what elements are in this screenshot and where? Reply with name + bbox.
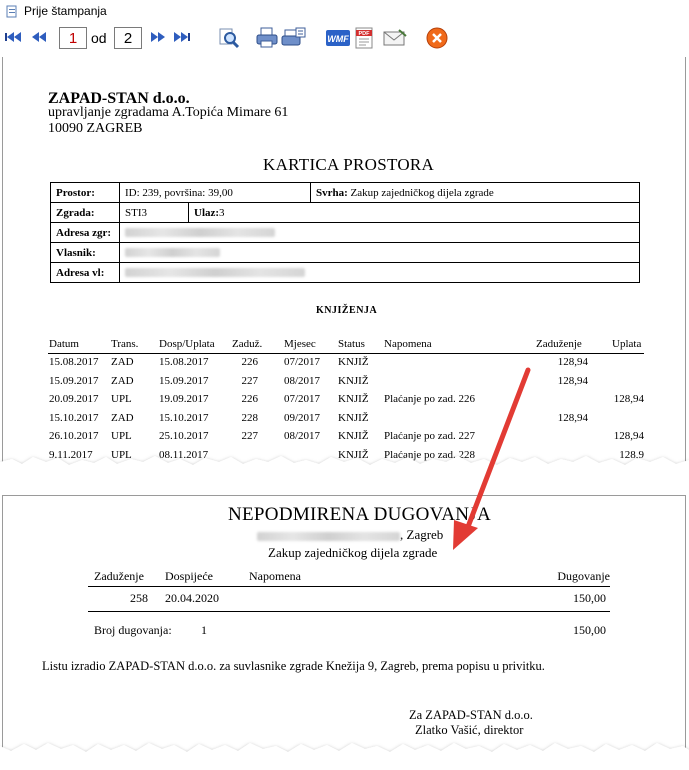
col-header: Dugovanje — [557, 569, 610, 583]
svrha-cell — [310, 183, 639, 203]
next-page-button[interactable] — [149, 26, 167, 48]
signature-line2: Zlatko Vašić, direktor — [415, 723, 524, 737]
col-header: Dosp/Uplata — [159, 338, 215, 350]
redacted-text — [257, 532, 400, 541]
ledger-row — [48, 354, 644, 373]
ledger-cell: KNJIŽ — [338, 448, 369, 461]
ledger-cell: 227 — [241, 430, 258, 442]
property-info-table — [50, 182, 640, 283]
window-title-bar — [0, 0, 689, 25]
ledger-cell: 128,94 — [613, 430, 644, 442]
total-pages-box: 2 — [114, 27, 142, 49]
wmf-icon — [325, 28, 351, 48]
ledger-cell: Plaćanje po zad. 227 — [384, 430, 476, 442]
ledger-cell: 226 — [241, 356, 258, 368]
ledger-cell: 15.10.2017 — [159, 411, 209, 424]
signature-line1: Za ZAPAD-STAN d.o.o. — [409, 708, 533, 722]
company-address-line1: upravljanje zgradama A.Topića Mimare 61 — [48, 105, 289, 120]
debt-amount-id: 258 — [130, 591, 148, 605]
ulaz-cell — [189, 203, 640, 223]
arrow-head — [453, 520, 478, 550]
ledger-cell: 15.09.2017 — [159, 374, 209, 387]
ledger-cell: 226 — [241, 393, 258, 405]
torn-edge — [0, 732, 689, 770]
svrha-value: Zakup zajedničkog dijela zgrade — [350, 186, 494, 199]
magnifier-icon — [218, 27, 240, 49]
ledger-cell: 128,94 — [557, 356, 588, 368]
svg-text:WMF: WMF — [327, 34, 349, 44]
ledger-row — [48, 391, 644, 410]
report-title: KARTICA PROSTORA — [263, 155, 435, 174]
col-header: Zaduž. — [232, 338, 263, 350]
page2-subtitle: Zakup zajedničkog dijela zgrade — [268, 545, 438, 560]
ledger-cell: KNJIŽ — [338, 393, 369, 405]
vlasnik-label: Vlasnik: — [51, 243, 120, 263]
debt-row — [88, 589, 610, 609]
prev-page-icon — [30, 30, 48, 44]
envelope-icon — [382, 28, 408, 48]
header-divider — [88, 586, 610, 587]
ledger-cell: 128,94 — [557, 411, 588, 424]
count-value: 1 — [201, 623, 207, 637]
ledger-cell: 128,94 — [557, 374, 588, 387]
export-pdf-button[interactable] — [353, 26, 375, 50]
company-name: ZAPAD-STAN d.o.o. — [48, 90, 190, 107]
printer-setup-icon — [281, 27, 307, 49]
debt-due-date: 20.04.2020 — [165, 591, 219, 605]
debts-table — [88, 567, 610, 641]
ledger-cell: KNJIŽ — [338, 356, 369, 368]
vlasnik-value — [120, 243, 640, 263]
of-label: od — [91, 30, 107, 46]
zgrada-label: Zgrada: — [51, 203, 120, 223]
prostor-label: Prostor: — [51, 183, 120, 203]
ledger-cell: Plaćanje po zad. 226 — [384, 393, 476, 405]
ledger-cell: 9.11.2017 — [49, 448, 93, 461]
page2-note: Listu izradio ZAPAD-STAN d.o.o. za suvlasnike zgrade Knežija 9, Zagreb, prema popisu u privitku. — [42, 659, 545, 673]
ledger-cell: KNJIŽ — [338, 411, 369, 424]
export-wmf-button[interactable] — [325, 26, 351, 50]
ledger-cell: UPL — [111, 448, 132, 461]
ulaz-value: 3 — [219, 206, 225, 219]
svg-text:PDF: PDF — [358, 31, 370, 37]
page2-address — [257, 527, 443, 543]
ledger-cell: ZAD — [111, 374, 134, 387]
ledger-cell: 15.08.2017 — [49, 356, 99, 368]
col-header: Uplata — [612, 338, 642, 350]
ledger-cell: KNJIŽ — [338, 430, 369, 442]
email-button[interactable] — [382, 26, 408, 50]
ledger-cell: ZAD — [111, 356, 134, 368]
debt-value: 150,00 — [573, 591, 606, 605]
col-header: Zaduženje — [536, 338, 582, 350]
col-header: Datum — [49, 338, 79, 350]
section-title: KNJIŽENJA — [316, 305, 378, 316]
ledger-cell: 128,94 — [613, 393, 644, 405]
col-header: Status — [338, 338, 365, 350]
svrha-label: Svrha: — [315, 186, 348, 199]
first-page-icon — [4, 30, 22, 44]
debts-header-row — [88, 567, 610, 585]
ledger-cell: 228 — [241, 411, 258, 424]
col-header: Dospijeće — [165, 569, 213, 583]
zgrada-value: STI3 — [120, 203, 189, 223]
ledger-cell: 15.10.2017 — [49, 411, 99, 424]
pdf-icon — [354, 27, 374, 49]
ledger-cell: 08/2017 — [284, 374, 321, 387]
ledger-cell: 15.08.2017 — [159, 356, 209, 368]
ledger-cell: 25.10.2017 — [159, 430, 209, 442]
page2-title: NEPODMIRENA DUGOVANJA — [228, 504, 491, 525]
ledger-cell: 20.09.2017 — [49, 393, 99, 405]
ledger-cell: 08/2017 — [284, 430, 321, 442]
print-button[interactable] — [255, 26, 279, 50]
prev-page-button[interactable] — [30, 26, 48, 48]
ledger-row — [48, 373, 644, 392]
current-page-input[interactable]: 1 — [59, 27, 87, 49]
col-header: Napomena — [384, 338, 432, 350]
ledger-cell: 15.09.2017 — [49, 374, 99, 387]
window-title: Prije štampanja — [24, 4, 107, 18]
row-divider — [88, 611, 610, 612]
toolbar — [0, 24, 689, 56]
last-page-icon — [173, 30, 191, 44]
col-header: Zaduženje — [94, 569, 144, 583]
company-address-line2: 10090 ZAGREB — [48, 121, 143, 136]
ledger-cell: 26.10.2017 — [49, 430, 99, 442]
page2-address-suffix: , Zagreb — [400, 527, 444, 542]
print-setup-button[interactable] — [281, 26, 307, 50]
ledger-cell: 128,9 — [619, 448, 644, 461]
printer-icon — [255, 27, 279, 49]
col-header: Mjesec — [284, 338, 316, 350]
redacted-text — [125, 268, 305, 277]
col-header: Trans. — [111, 338, 139, 350]
ledger-cell: 19.09.2017 — [159, 393, 209, 405]
ledger-cell: 08.11.2017 — [159, 448, 209, 461]
torn-edge — [0, 440, 689, 480]
ledger-cell: 227 — [241, 374, 258, 387]
adresa-zgr-value — [120, 223, 640, 243]
ledger-cell: UPL — [111, 393, 132, 405]
count-label: Broj dugovanja: — [94, 623, 172, 637]
col-header: Napomena — [249, 569, 301, 583]
ledger-cell: 09/2017 — [284, 411, 321, 424]
annotation-arrow — [440, 360, 550, 560]
adresa-vl-value — [120, 263, 640, 283]
ledger-cell: UPL — [111, 430, 132, 442]
first-page-button[interactable] — [4, 26, 22, 48]
zoom-button[interactable] — [217, 26, 241, 50]
redacted-text — [125, 248, 220, 257]
last-page-button[interactable] — [173, 26, 191, 48]
ledger-cell: 07/2017 — [284, 393, 321, 405]
next-page-icon — [149, 30, 167, 44]
debts-total-row — [88, 621, 610, 641]
ledger-cell: ZAD — [111, 411, 134, 424]
close-button[interactable] — [425, 26, 449, 50]
arrow-shaft — [466, 370, 528, 532]
close-icon — [426, 27, 448, 49]
total-value: 150,00 — [573, 623, 606, 637]
adresa-vl-label: Adresa vl: — [51, 263, 120, 283]
redacted-text — [125, 228, 275, 237]
ledger-cell: KNJIŽ — [338, 374, 369, 387]
adresa-zgr-label: Adresa zgr: — [51, 223, 120, 243]
ledger-header-row — [48, 337, 644, 354]
ledger-row — [48, 410, 644, 429]
app-icon — [6, 5, 18, 18]
ledger-cell: Plaćanje po zad. 228 — [384, 448, 476, 461]
ulaz-label: Ulaz: — [194, 206, 220, 219]
prostor-value: ID: 239, površina: 39,00 — [120, 183, 311, 203]
ledger-cell: 07/2017 — [284, 356, 321, 368]
